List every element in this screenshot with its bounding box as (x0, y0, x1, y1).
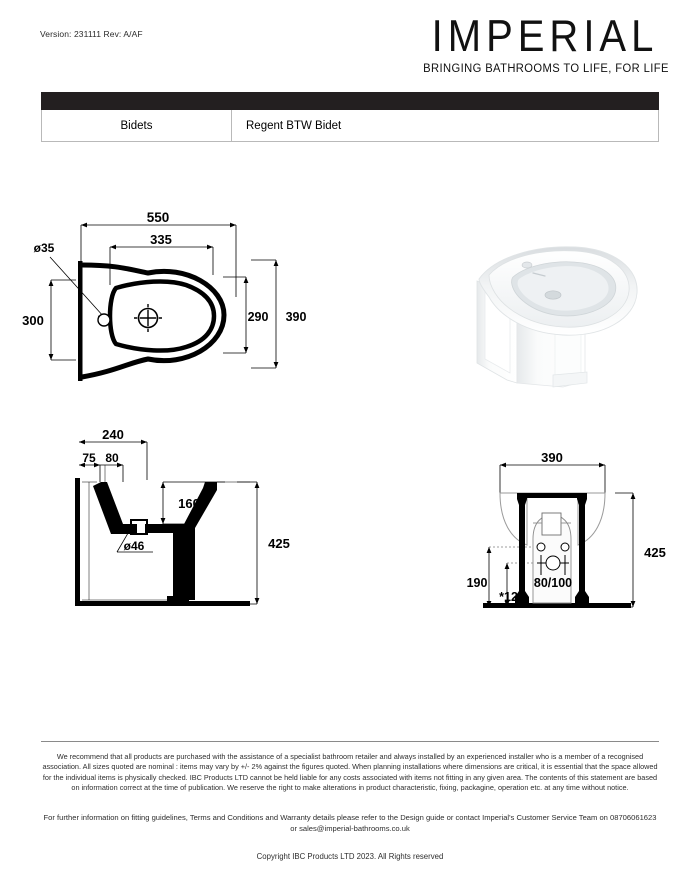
brand-logo (416, 11, 676, 76)
title-table (41, 92, 659, 142)
side-dim-back-offset: 75 (82, 451, 96, 465)
plan-dim-overall-depth: 390 (285, 310, 307, 324)
side-dim-bowl-depth: 160 (178, 496, 200, 511)
title-row (41, 110, 659, 142)
plan-dim-tap-hole: ø35 (33, 241, 55, 255)
version-label: Version: 231111 Rev: A/AF (40, 29, 143, 39)
plan-dim-bowl-depth: 290 (247, 310, 269, 324)
footer-divider (41, 741, 659, 742)
product-photo (455, 235, 655, 395)
side-dim-waste-outlet: ø46 (123, 539, 145, 553)
brand-name: IMPERIAL (431, 11, 659, 62)
rear-dim-width: 390 (541, 450, 563, 465)
copyright-text: Copyright IBC Products LTD 2023. All Rights reserved (256, 851, 444, 861)
disclaimer-text: We recommend that all products are purchased with the assistance of a specialist bathroom retailer and always installed by an experienced installer who is a member of a recognised association. All sizes quoted are nominal : items may vary by +/- 2% against the figures quoted. When planning installations where dimensions are critical, it is essential that the space allowed for the individual items is physically checked. IBC Products LTD cannot be held liable for any costs associated with items not fitting in any given area. The contents of this statement are based on information correct at the time of publication. We reserve the right to make alterations in product characteristic, fixing, packagine, operation etc. at any time without notice. (42, 752, 658, 793)
plan-dim-wall-offset: 300 (22, 313, 44, 328)
title-bar (41, 92, 659, 110)
plan-dim-bowl-width: 335 (150, 232, 172, 247)
rear-elevation-drawing (455, 435, 685, 630)
product-category-cell: Bidets (42, 110, 232, 141)
footer (0, 752, 700, 861)
side-dim-projection: 240 (102, 427, 124, 442)
rear-dim-height: 425 (644, 545, 666, 560)
rear-dim-waste-size: 80/100 (533, 576, 573, 590)
contact-text: For further information on fitting guidelines, Terms and Conditions and Warranty details please refer to the Design guide or contact Imperial's Customer Service Team on 08706061623 or sales@imperial-bathrooms.co.uk (43, 812, 657, 833)
side-dim-rim-offset: 80 (105, 451, 119, 465)
product-name-cell: Regent BTW Bidet (246, 119, 342, 132)
rear-dim-waste-height: *120 (499, 590, 525, 604)
brand-tagline: BRINGING BATHROOMS TO LIFE, FOR LIFE (423, 62, 669, 76)
side-elevation-drawing (45, 420, 325, 630)
plan-dim-overall-width: 550 (146, 210, 170, 225)
plan-view-drawing (8, 205, 328, 405)
side-dim-height: 425 (268, 536, 290, 551)
drawing-area (0, 150, 700, 730)
rear-dim-fixing-height: 190 (466, 576, 488, 590)
